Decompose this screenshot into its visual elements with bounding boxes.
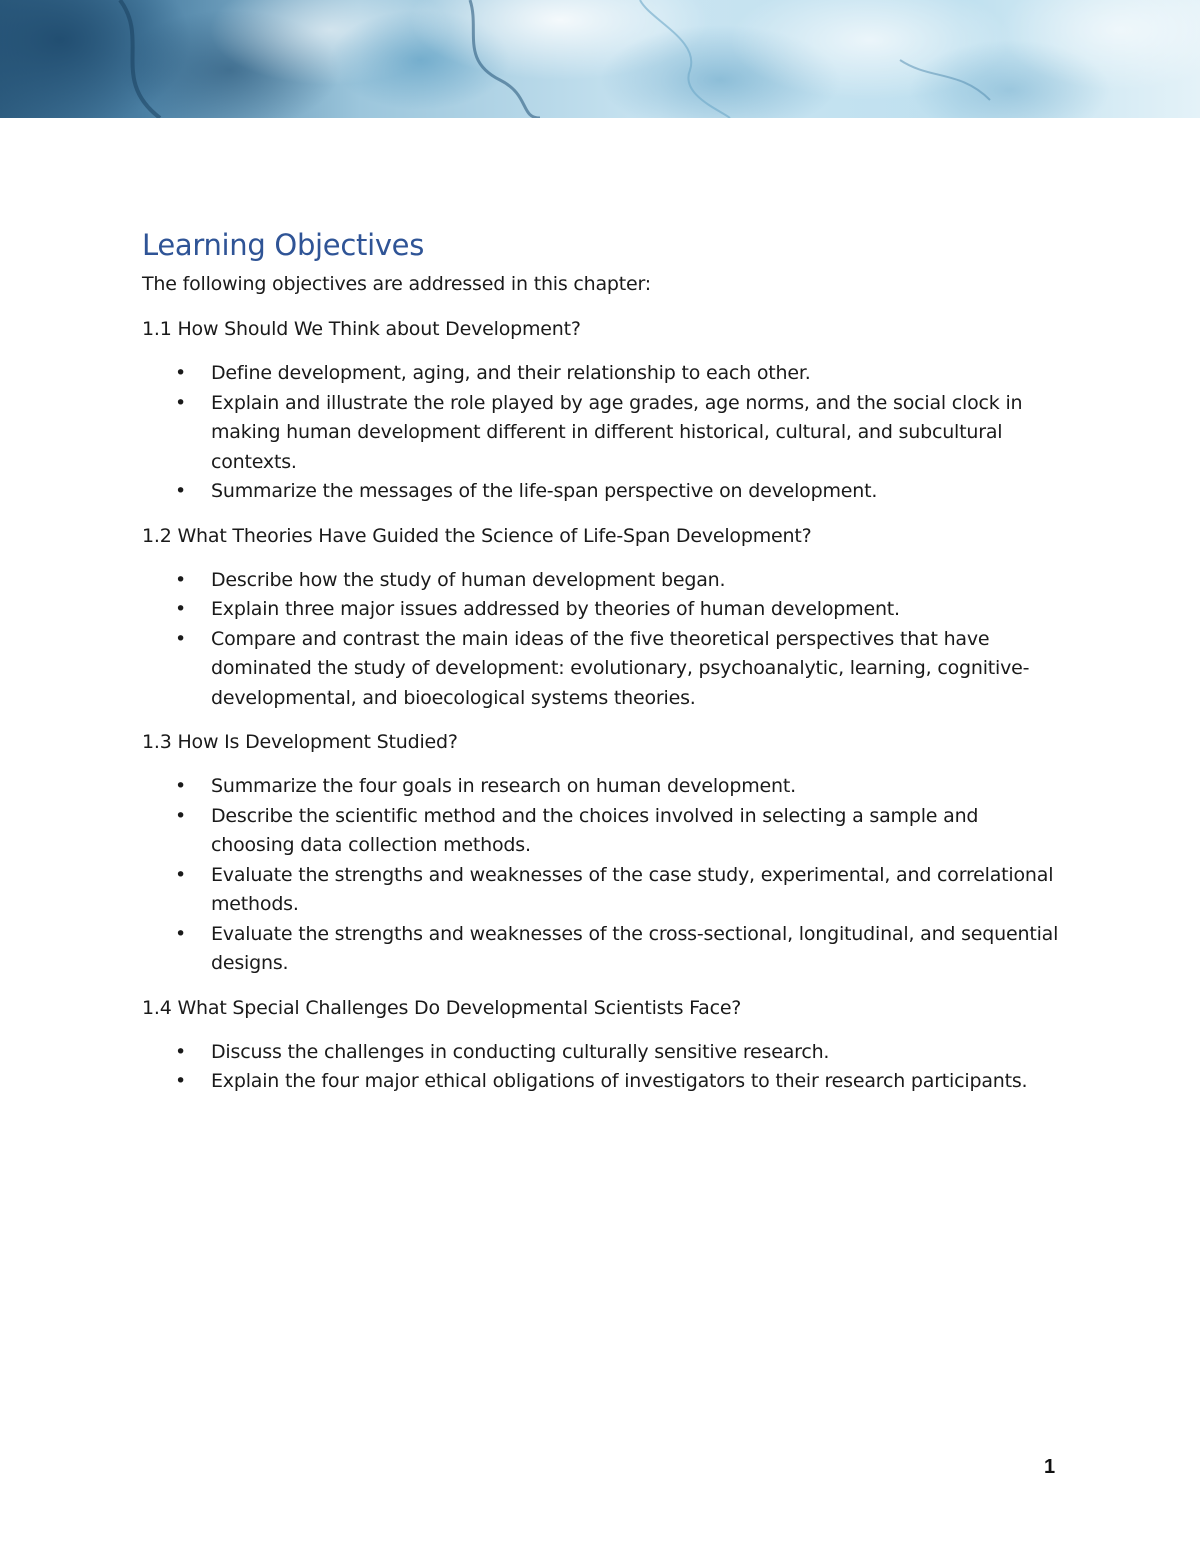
- page-title: Learning Objectives: [142, 228, 425, 262]
- section-heading-1-1: 1.1 How Should We Think about Development?: [142, 318, 581, 340]
- list-item: [142, 920, 1062, 979]
- section-heading-1-4: 1.4 What Special Challenges Do Developmental Scientists Face?: [142, 996, 742, 1019]
- list-item: [142, 359, 1062, 389]
- list-item: [142, 1038, 1062, 1068]
- bullet-icon: •: [175, 1070, 187, 1092]
- intro-text: The following objectives are addressed in this chapter:: [142, 273, 652, 295]
- watercolor-header-banner: [0, 0, 1200, 118]
- objective-text: Summarize the messages of the life-span perspective on development.: [211, 480, 878, 502]
- bullet-icon: •: [175, 1040, 187, 1063]
- learning-objectives-content: [142, 226, 1062, 1112]
- list-item: [142, 389, 1062, 478]
- objective-text: Evaluate the strengths and weaknesses of the case study, experimental, and correlational methods.: [211, 863, 1054, 915]
- bullet-icon: •: [175, 391, 187, 414]
- list-item: [142, 772, 1062, 802]
- objective-text: Evaluate the strengths and weaknesses of the cross-sectional, longitudinal, and sequential designs.: [211, 922, 1059, 974]
- list-item: [142, 1067, 1062, 1097]
- bullet-icon: •: [175, 627, 187, 650]
- objective-text: Compare and contrast the main ideas of the five theoretical perspectives that have dominated the study of development: evolutionary, psychoanalytic, learning, cognitive-developmental, and bioecological systems theories.: [211, 627, 1030, 709]
- bullet-icon: •: [175, 804, 187, 827]
- objectives-list-1-3: [142, 772, 1062, 979]
- bullet-icon: •: [175, 480, 187, 502]
- objectives-list-1-1: [142, 359, 1062, 507]
- objectives-list-1-4: [142, 1038, 1062, 1097]
- objective-text: Explain three major issues addressed by theories of human development.: [211, 598, 900, 620]
- bullet-icon: •: [175, 775, 187, 797]
- objective-text: Define development, aging, and their relationship to each other.: [211, 362, 811, 384]
- bullet-icon: •: [175, 568, 187, 591]
- objectives-list-1-2: [142, 566, 1062, 714]
- bullet-icon: •: [175, 863, 187, 886]
- list-item: [142, 802, 1062, 861]
- bullet-icon: •: [175, 362, 187, 384]
- objective-text: Explain and illustrate the role played by age grades, age norms, and the social clock in making human development different in different historical, cultural, and subcultural contexts.: [211, 391, 1023, 473]
- section-heading-1-2: 1.2 What Theories Have Guided the Science of Life-Span Development?: [142, 524, 812, 547]
- objective-text: Describe how the study of human development began.: [211, 568, 726, 591]
- list-item: [142, 477, 1062, 507]
- list-item: [142, 566, 1062, 596]
- objective-text: Explain the four major ethical obligations of investigators to their research participants.: [211, 1070, 1028, 1092]
- bullet-icon: •: [175, 922, 187, 945]
- bullet-icon: •: [175, 598, 187, 620]
- page-number: 1: [1044, 1456, 1056, 1478]
- list-item: [142, 861, 1062, 920]
- objective-text: Discuss the challenges in conducting culturally sensitive research.: [211, 1040, 830, 1063]
- list-item: [142, 625, 1062, 714]
- section-heading-1-3: 1.3 How Is Development Studied?: [142, 731, 458, 753]
- objective-text: Describe the scientific method and the choices involved in selecting a sample and choosing data collection methods.: [211, 804, 979, 856]
- objective-text: Summarize the four goals in research on human development.: [211, 775, 796, 797]
- list-item: [142, 595, 1062, 625]
